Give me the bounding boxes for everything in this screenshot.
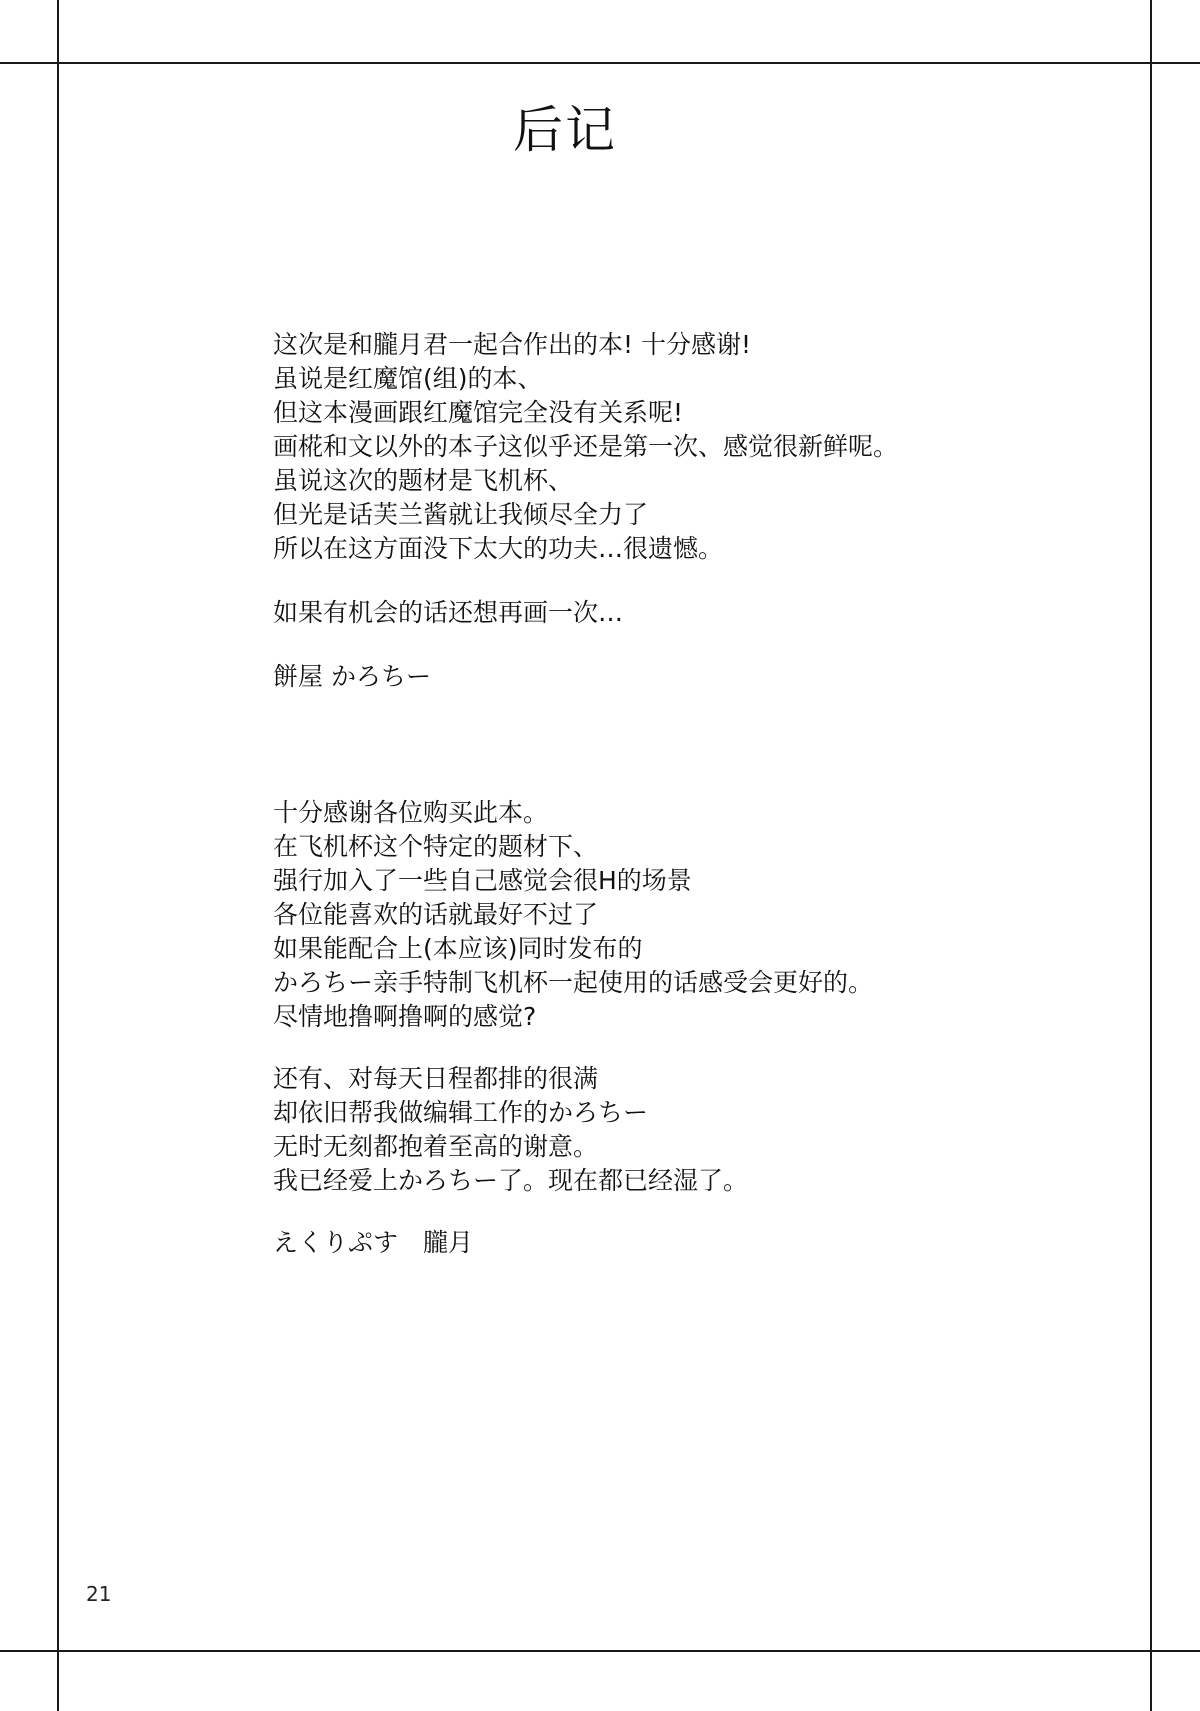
paragraph-line: 虽说这次的题材是飞机杯、 [273,466,574,495]
afterword-section-2 [273,796,1093,1260]
author-signature: 餅屋 かろちー [273,662,431,691]
crop-line-top [0,62,1200,64]
closing-line: 如果有机会的话还想再画一次… [273,598,624,627]
paragraph-line: 还有、对每天日程都排的很满 [273,1064,599,1093]
crop-line-left [57,0,59,1711]
paragraph-line: 十分感谢各位购买此本。 [273,798,549,827]
crop-line-bottom [0,1650,1200,1652]
paragraph-line: 但这本漫画跟红魔馆完全没有关系呢! [273,398,684,427]
paragraph-line: 无时无刻都抱着至高的谢意。 [273,1132,599,1161]
paragraph-line: 这次是和朧月君一起合作出的本! 十分感谢! [273,330,751,359]
paragraph-line: 却依旧帮我做编辑工作的かろちー [273,1098,649,1127]
paragraph-line: 强行加入了一些自己感觉会很H的场景 [273,866,692,895]
paragraph-line: かろちー亲手特制飞机杯一起使用的话感受会更好的。 [273,968,874,997]
page-title: 后记 [513,101,617,159]
paragraph-line: 但光是话芙兰酱就让我倾尽全力了 [273,500,649,529]
paragraph-line: 在飞机杯这个特定的题材下、 [273,832,599,861]
author-signature: えくりぷす 朧月 [273,1228,474,1257]
paragraph-line: 我已经爱上かろちー了。现在都已经湿了。 [273,1166,749,1195]
paragraph-line: 画椛和文以外的本子这似乎还是第一次、感觉很新鲜呢。 [273,432,899,461]
paragraph-line: 虽说是红魔馆(组)的本、 [273,364,543,393]
page-number: 21 [86,1582,112,1606]
crop-line-right [1150,0,1152,1711]
afterword-section-1 [273,328,1093,694]
paragraph-line: 如果能配合上(本应该)同时发布的 [273,934,643,963]
paragraph-line: 各位能喜欢的话就最好不过了 [273,900,599,929]
paragraph-line: 尽情地撸啊撸啊的感觉? [273,1002,537,1031]
paragraph-line: 所以在这方面没下太大的功夫…很遗憾。 [273,534,724,563]
